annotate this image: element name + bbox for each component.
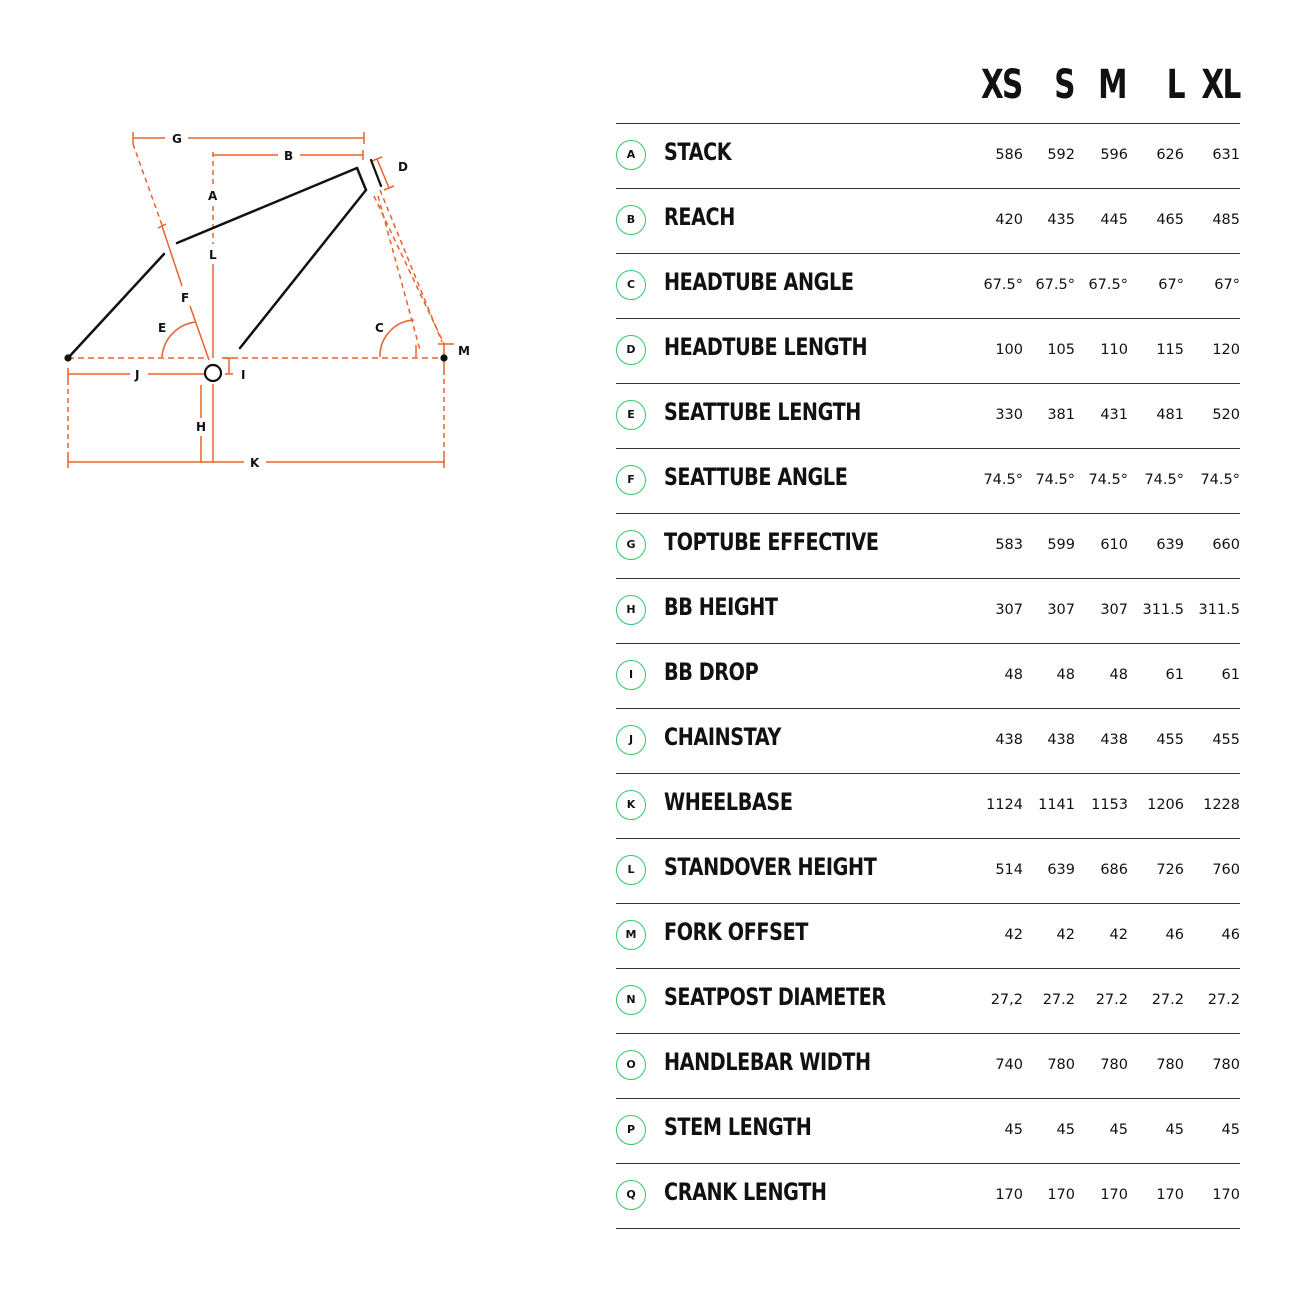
value-xl: 455 [1212,732,1240,748]
label-i: I [241,368,246,382]
table-row [616,319,1240,384]
table-row [616,904,1240,969]
value-xs: 583 [995,537,1023,553]
value-s: 307 [1047,602,1075,618]
value-xl: 74.5° [1200,472,1240,488]
value-xl: 27.2 [1207,992,1240,1008]
value-l: 46 [1165,927,1184,943]
value-xl: 311.5 [1198,602,1240,618]
value-xs: 170 [995,1187,1023,1203]
parameter-name: TOPTUBE EFFECTIVE [664,528,879,556]
size-header [960,62,1240,118]
value-xs: 42 [1004,927,1023,943]
row-badge: J [616,725,646,755]
value-s: 48 [1056,667,1075,683]
parameter-name: CHAINSTAY [664,723,781,751]
label-k: K [250,456,260,470]
value-m: 431 [1100,407,1128,423]
value-m: 48 [1109,667,1128,683]
value-xl: 45 [1221,1122,1240,1138]
value-s: 438 [1047,732,1075,748]
value-s: 45 [1056,1122,1075,1138]
value-xs: 586 [995,147,1023,163]
label-m: M [458,344,470,358]
row-badge: H [616,595,646,625]
value-m: 445 [1100,212,1128,228]
parameter-name: SEATPOST DIAMETER [664,983,886,1011]
value-l: 626 [1156,147,1184,163]
row-badge: M [616,920,646,950]
parameter-name: CRANK LENGTH [664,1178,827,1206]
parameter-name: BB HEIGHT [664,593,778,621]
row-badge: P [616,1115,646,1145]
value-xs: 420 [995,212,1023,228]
value-m: 438 [1100,732,1128,748]
row-badge: L [616,855,646,885]
table-row [616,1034,1240,1099]
value-l: 311.5 [1142,602,1184,618]
table-row [616,579,1240,644]
value-xl: 760 [1212,862,1240,878]
value-s: 170 [1047,1187,1075,1203]
table-row [616,644,1240,709]
value-xl: 660 [1212,537,1240,553]
row-badge: D [616,335,646,365]
value-m: 170 [1100,1187,1128,1203]
label-c: C [375,321,384,335]
table-row [616,709,1240,774]
table-row [616,124,1240,189]
value-s: 780 [1047,1057,1075,1073]
bike-geometry-diagram [0,0,560,520]
parameter-name: REACH [664,203,735,231]
value-s: 67.5° [1035,277,1075,293]
size-label-s: S [1054,62,1074,108]
parameter-name: SEATTUBE LENGTH [664,398,861,426]
table-row [616,449,1240,514]
value-l: 455 [1156,732,1184,748]
value-s: 599 [1047,537,1075,553]
value-xl: 520 [1212,407,1240,423]
table-row [616,189,1240,254]
row-badge: E [616,400,646,430]
value-s: 1141 [1038,797,1075,813]
value-xl: 61 [1221,667,1240,683]
value-xs: 100 [995,342,1023,358]
value-l: 170 [1156,1187,1184,1203]
value-s: 639 [1047,862,1075,878]
label-f: F [181,291,190,305]
parameter-name: FORK OFFSET [664,918,808,946]
value-s: 74.5° [1035,472,1075,488]
label-h: H [196,420,207,434]
parameter-name: STACK [664,138,732,166]
row-badge: N [616,985,646,1015]
value-m: 110 [1100,342,1128,358]
row-badge: K [616,790,646,820]
value-m: 27.2 [1095,992,1128,1008]
table-row [616,1099,1240,1164]
value-l: 780 [1156,1057,1184,1073]
value-l: 67° [1158,277,1184,293]
value-xs: 1124 [986,797,1023,813]
value-m: 42 [1109,927,1128,943]
value-s: 381 [1047,407,1075,423]
table-row [616,514,1240,579]
parameter-name: STEM LENGTH [664,1113,812,1141]
value-xs: 67.5° [983,277,1023,293]
parameter-name: HEADTUBE LENGTH [664,333,868,361]
label-g: G [172,132,182,146]
row-badge: C [616,270,646,300]
value-l: 465 [1156,212,1184,228]
table-row [616,774,1240,839]
value-l: 115 [1156,342,1184,358]
size-label-xs: XS [981,62,1022,108]
size-label-m: M [1098,62,1126,108]
value-xl: 120 [1212,342,1240,358]
label-e: E [158,321,167,335]
value-xl: 485 [1212,212,1240,228]
size-label-xl: XL [1201,62,1240,108]
value-xs: 74.5° [983,472,1023,488]
table-row [616,969,1240,1034]
value-l: 639 [1156,537,1184,553]
table-row [616,1164,1240,1229]
value-m: 307 [1100,602,1128,618]
parameter-name: WHEELBASE [664,788,793,816]
value-xs: 307 [995,602,1023,618]
value-xl: 1228 [1203,797,1240,813]
table-row [616,384,1240,449]
value-xl: 46 [1221,927,1240,943]
value-l: 726 [1156,862,1184,878]
row-badge: F [616,465,646,495]
label-d: D [398,160,408,174]
parameter-name: SEATTUBE ANGLE [664,463,848,491]
value-xl: 631 [1212,147,1240,163]
value-m: 596 [1100,147,1128,163]
label-l: L [209,248,217,262]
value-xs: 27,2 [990,992,1023,1008]
value-l: 481 [1156,407,1184,423]
row-badge: I [616,660,646,690]
table-row [616,254,1240,319]
value-m: 67.5° [1088,277,1128,293]
size-label-l: L [1166,62,1184,108]
value-xs: 48 [1004,667,1023,683]
table-row [616,839,1240,904]
value-l: 45 [1165,1122,1184,1138]
value-m: 780 [1100,1057,1128,1073]
value-m: 686 [1100,862,1128,878]
row-badge: B [616,205,646,235]
value-xs: 330 [995,407,1023,423]
row-badge: O [616,1050,646,1080]
value-xl: 170 [1212,1187,1240,1203]
value-m: 74.5° [1088,472,1128,488]
value-xs: 45 [1004,1122,1023,1138]
value-xl: 67° [1214,277,1240,293]
row-badge: G [616,530,646,560]
value-s: 42 [1056,927,1075,943]
value-s: 435 [1047,212,1075,228]
label-a: A [208,189,218,203]
value-l: 1206 [1147,797,1184,813]
value-l: 27.2 [1151,992,1184,1008]
value-s: 592 [1047,147,1075,163]
parameter-name: STANDOVER HEIGHT [664,853,877,881]
row-badge: A [616,140,646,170]
value-xs: 740 [995,1057,1023,1073]
label-j: J [135,368,140,382]
value-l: 74.5° [1144,472,1184,488]
value-xl: 780 [1212,1057,1240,1073]
parameter-name: HEADTUBE ANGLE [664,268,854,296]
value-xs: 438 [995,732,1023,748]
label-b: B [284,149,294,163]
value-l: 61 [1165,667,1184,683]
value-s: 27.2 [1042,992,1075,1008]
geometry-table [616,123,1240,1229]
row-badge: Q [616,1180,646,1210]
value-m: 610 [1100,537,1128,553]
value-m: 1153 [1091,797,1128,813]
parameter-name: BB DROP [664,658,759,686]
value-m: 45 [1109,1122,1128,1138]
value-xs: 514 [995,862,1023,878]
parameter-name: HANDLEBAR WIDTH [664,1048,871,1076]
value-s: 105 [1047,342,1075,358]
